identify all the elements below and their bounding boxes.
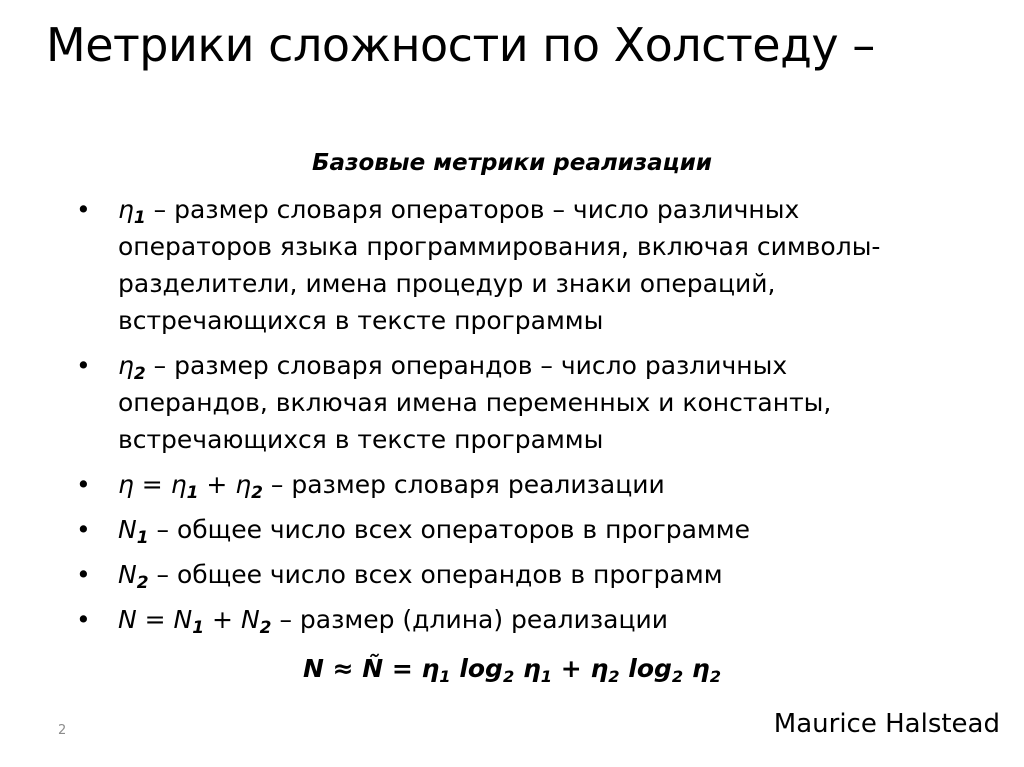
description-text: – общее число всех операторов в программе [156, 515, 751, 544]
section-subtitle: Базовые метрики реализации [312, 150, 712, 176]
list-item-line [118, 601, 996, 638]
equals-sign: = [136, 605, 174, 634]
formula-part: η [683, 654, 710, 683]
description-text: – размер словаря операндов – число различных [153, 351, 788, 380]
bullet-marker: • [76, 605, 91, 634]
list-item-n2 [76, 556, 996, 593]
inline-formula [118, 605, 272, 639]
subscript: 1 [439, 666, 451, 686]
list-item-n-sum [76, 601, 996, 638]
subscript: 2 [136, 573, 149, 594]
list-item-line: операндов, включая имена переменных и константы, [118, 388, 832, 417]
author-name: Maurice Halstead [773, 709, 1000, 739]
list-item-n1 [76, 511, 996, 548]
subscript: 1 [192, 618, 205, 639]
halstead-length-formula [0, 651, 1024, 687]
subscript: 1 [540, 666, 553, 686]
subscript: 2 [133, 364, 146, 385]
inline-formula [118, 470, 263, 504]
metrics-list [76, 191, 996, 646]
formula-part: + η [552, 654, 609, 683]
formula-part: log [450, 654, 503, 683]
list-item-eta1 [76, 191, 996, 339]
bullet-marker: • [76, 470, 91, 499]
symbol-eta: η [118, 351, 134, 380]
list-item-eta-sum [76, 466, 996, 503]
formula-part: N ≈ Ñ = η [302, 654, 440, 683]
list-item-line [118, 556, 996, 593]
symbol-n: N [118, 605, 137, 634]
list-item-line [118, 466, 996, 503]
list-item-line: встречающихся в тексте программы [118, 306, 604, 335]
list-item-line [118, 347, 996, 384]
symbol-eta: η [118, 195, 134, 224]
subscript: 1 [133, 208, 146, 229]
subscript: 2 [608, 666, 620, 686]
plus-sign: + [204, 605, 241, 634]
description-text: – общее число всех операндов в программ [156, 560, 723, 589]
subscript: 2 [671, 666, 684, 686]
subscript: 2 [259, 618, 272, 639]
symbol-eta: η [235, 470, 252, 499]
bullet-marker: • [76, 560, 91, 589]
list-item-line: разделители, имена процедур и знаки операций, [118, 269, 776, 298]
symbol-n: N [240, 605, 260, 634]
subscript: 1 [136, 528, 149, 549]
formula-part: η [514, 654, 541, 683]
bullet-marker: • [76, 515, 91, 544]
equals-sign: = [133, 470, 171, 499]
symbol-eta: η [118, 470, 134, 499]
symbol-eta: η [170, 470, 187, 499]
formula-part: log [619, 654, 672, 683]
bullet-marker: • [76, 351, 91, 380]
symbol-n: N [173, 605, 193, 634]
symbol-n: N [118, 560, 137, 589]
list-item-line [118, 191, 996, 228]
subscript: 1 [186, 483, 199, 504]
list-item-eta2 [76, 347, 996, 458]
description-text: – размер (длина) реализации [279, 605, 668, 634]
description-text: – размер словаря реализации [270, 470, 665, 499]
subscript: 2 [502, 666, 515, 686]
list-item-line: операторов языка программирования, включая символы- [118, 232, 881, 261]
list-item-line: встречающихся в тексте программы [118, 425, 604, 454]
subscript: 2 [709, 666, 722, 686]
subscript: 2 [251, 483, 263, 504]
description-text: – размер словаря операторов – число различных [153, 195, 800, 224]
plus-sign: + [198, 470, 236, 499]
slide-title: Метрики сложности по Холстеду – [46, 18, 875, 72]
symbol-n: N [118, 515, 137, 544]
bullet-marker: • [76, 195, 91, 224]
slide-number: 2 [58, 723, 67, 738]
list-item-line [118, 511, 996, 548]
